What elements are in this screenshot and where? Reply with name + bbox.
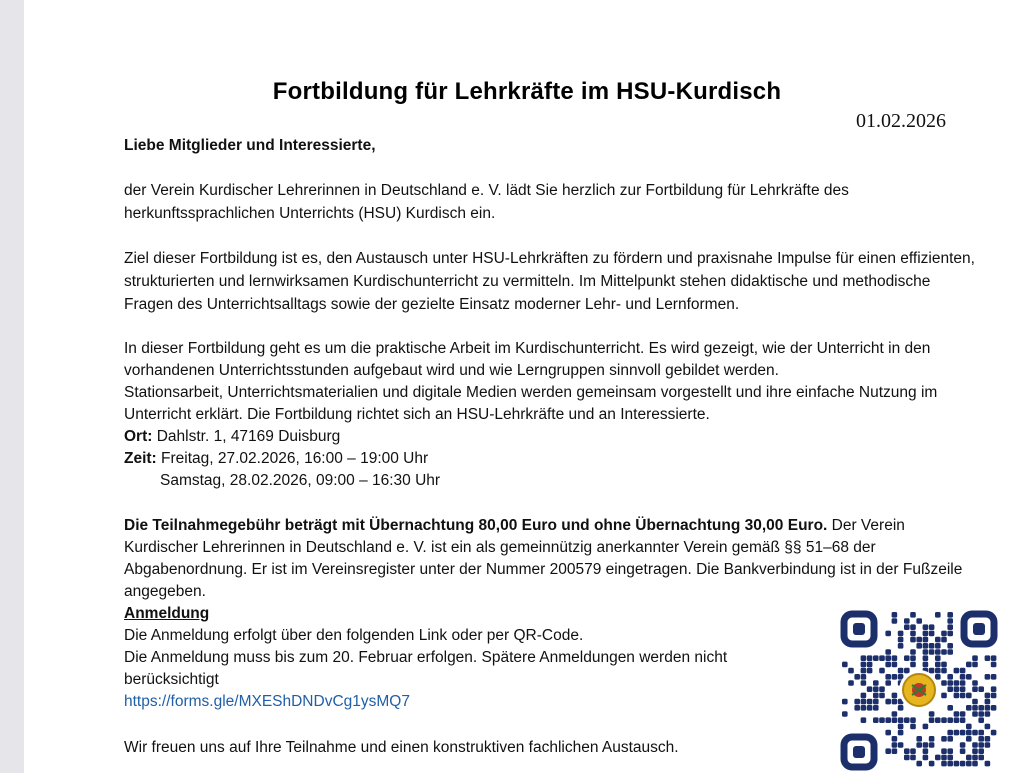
fee-line-4: angegeben. — [124, 583, 206, 600]
location-label: Ort: — [124, 428, 153, 445]
greeting: Liebe Mitglieder und Interessierte, — [124, 137, 376, 154]
fee-line-3: Abgabenordnung. Er ist im Vereinsregister unter der Nummer 200579 eingetragen. Die Bankverbindung ist in der Fußzeile — [124, 561, 963, 578]
fee-line-2: Kurdischer Lehrerinnen in Deutschland e. V. ist ein als gemeinnützig anerkannter Verein gemäß §§ 51–68 der — [124, 539, 876, 556]
content-line-4: Unterricht erklärt. Die Fortbildung richtet sich an HSU-Lehrkräfte und an Interessierte. — [124, 406, 710, 423]
content-line-3: Stationsarbeit, Unterrichtsmaterialien und digitale Medien werden gemeinsam vorgestellt und ihre einfache Nutzung im — [124, 384, 938, 401]
location-value: Dahlstr. 1, 47169 Duisburg — [152, 428, 341, 445]
document-date: 01.02.2026 — [856, 110, 946, 132]
intro-line-1: der Verein Kurdischer Lehrerinnen in Deutschland e. V. lädt Sie herzlich zur Fortbildung für Lehrkräfte des — [124, 182, 849, 199]
location-line — [124, 425, 1004, 448]
time-value-1: Freitag, 27.02.2026, 16:00 – 19:00 Uhr — [156, 450, 429, 467]
content-line-2: vorhandenen Unterrichtsstunden aufgebaut wird und wie Lerngruppen sinnvoll gebildet werden. — [124, 362, 779, 379]
registration-line-1: Die Anmeldung erfolgt über den folgenden Link oder per QR-Code. — [124, 627, 584, 644]
registration-link[interactable]: https://forms.gle/MXEShDNDvCg1ysMQ7 — [124, 693, 410, 710]
closing-line: Wir freuen uns auf Ihre Teilnahme und einen konstruktiven fachlichen Austausch. — [124, 739, 679, 756]
goal-line-1: Ziel dieser Fortbildung ist es, den Austausch unter HSU-Lehrkräften zu fördern und praxisnahe Impulse für einen effizienten, — [124, 250, 975, 267]
viewer-left-margin — [0, 0, 24, 773]
content-line-1: In dieser Fortbildung geht es um die praktische Arbeit im Kurdischunterricht. Es wird gezeigt, wie der Unterricht in den — [124, 340, 931, 357]
time-line-1 — [124, 447, 1004, 470]
time-value-2: Samstag, 28.02.2026, 09:00 – 16:30 Uhr — [160, 472, 441, 489]
document-title: Fortbildung für Lehrkräfte im HSU-Kurdisch — [272, 78, 782, 105]
registration-line-2: Die Anmeldung muss bis zum 20. Februar erfolgen. Spätere Anmeldungen werden nicht — [124, 649, 728, 666]
fee-bold-text: Die Teilnahmegebühr beträgt mit Übernachtung 80,00 Euro und ohne Übernachtung 30,00 Euro. — [124, 517, 828, 534]
time-label: Zeit: — [124, 450, 157, 467]
goal-line-3: Fragen des Unterrichtsalltags sowie der gezielte Einsatz moderner Lehr- und Lernformen. — [124, 296, 740, 313]
goal-line-2: strukturierten und lernwirksamen Kurdischunterricht zu vermitteln. Im Mittelpunkt stehen didaktische und methodische — [124, 273, 931, 290]
fee-text: Der Verein — [827, 517, 905, 534]
fee-line-1 — [124, 514, 1004, 537]
intro-line-2: herkunftssprachlichen Unterrichts (HSU) Kurdisch ein. — [124, 205, 496, 222]
qr-code-icon[interactable] — [838, 608, 1000, 773]
registration-heading: Anmeldung — [124, 605, 210, 622]
registration-line-3: berücksichtigt — [124, 671, 219, 688]
